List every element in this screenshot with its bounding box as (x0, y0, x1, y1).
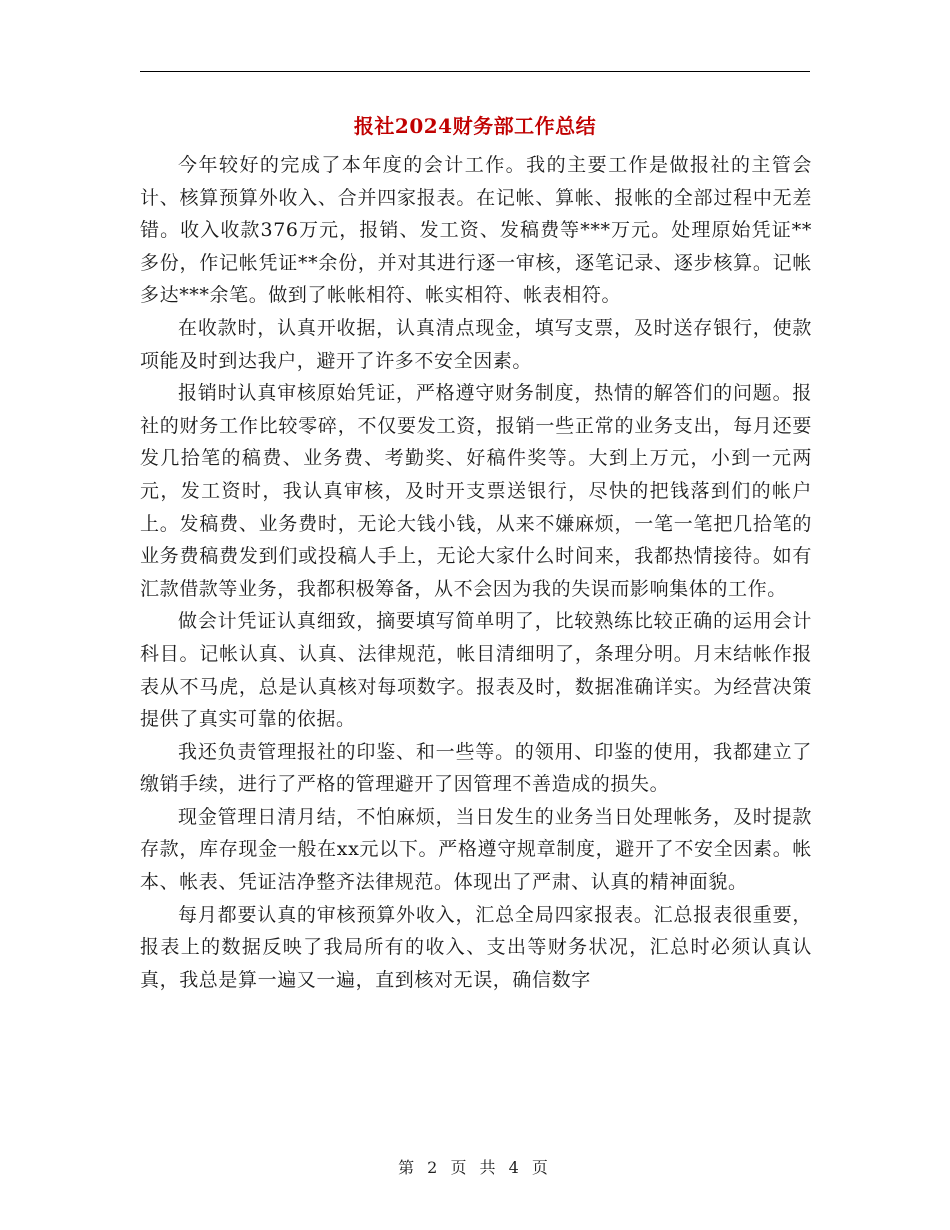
paragraph-2: 在收款时，认真开收据，认真清点现金，填写支票，及时送存银行，使款项能及时到达我户，避开了许多不安全因素。 (140, 316, 812, 372)
paragraph-1: 今年较好的完成了本年度的会计工作。我的主要工作是做报社的主管会计、核算预算外收入、合并四家报表。在记帐、算帐、报帐的全部过程中无差错。收入收款376万元，报销、发工资、发稿费等***万元。处理原始凭证**多份，作记帐凭证**余份，并对其进行逐一审核，逐笔记录、逐步核算。记帐多达***余笔。做到了帐帐相符、帐实相符、帐表相符。 (140, 154, 812, 307)
paragraph-7: 每月都要认真的审核预算外收入，汇总全局四家报表。汇总报表很重要，报表上的数据反映了我局所有的收入、支出等财务状况，汇总时必须认真认真，我总是算一遍又一遍，直到核对无误，确信数字 (140, 903, 812, 991)
page-number-footer: 第 2 页 共 4 页 (398, 1158, 552, 1177)
document-title: 报社2024财务部工作总结 (353, 114, 597, 138)
document-body (140, 149, 812, 996)
paragraph-3: 报销时认真审核原始凭证，严格遵守财务制度，热情的解答们的问题。报社的财务工作比较零碎，不仅要发工资，报销一些正常的业务支出，每月还要发几拾笔的稿费、业务费、考勤奖、好稿件奖等。大到上万元，小到一元两元，发工资时，我认真审核，及时开支票送银行，尽快的把钱落到们的帐户上。发稿费、业务费时，无论大钱小钱，从来不嫌麻烦，一笔一笔把几拾笔的业务费稿费发到们或投稿人手上，无论大家什么时间来，我都热情接待。如有汇款借款等业务，我都积极筹备，从不会因为我的失误而影响集体的工作。 (140, 382, 812, 600)
header-rule (140, 71, 810, 72)
paragraph-5: 我还负责管理报社的印鉴、和一些等。的领用、印鉴的使用，我都建立了缴销手续，进行了严格的管理避开了因管理不善造成的损失。 (140, 740, 812, 796)
paragraph-6: 现金管理日清月结，不怕麻烦，当日发生的业务当日处理帐务，及时提款存款，库存现金一般在xx元以下。严格遵守规章制度，避开了不安全因素。帐本、帐表、凭证洁净整齐法律规范。体现出了严肃、认真的精神面貌。 (140, 805, 812, 894)
paragraph-4: 做会计凭证认真细致，摘要填写简单明了，比较熟练比较正确的运用会计科目。记帐认真、认真、法律规范，帐目清细明了，条理分明。月末结帐作报表从不马虎，总是认真核对每项数字。报表及时，数据准确详实。为经营决策提供了真实可靠的依据。 (140, 610, 812, 731)
